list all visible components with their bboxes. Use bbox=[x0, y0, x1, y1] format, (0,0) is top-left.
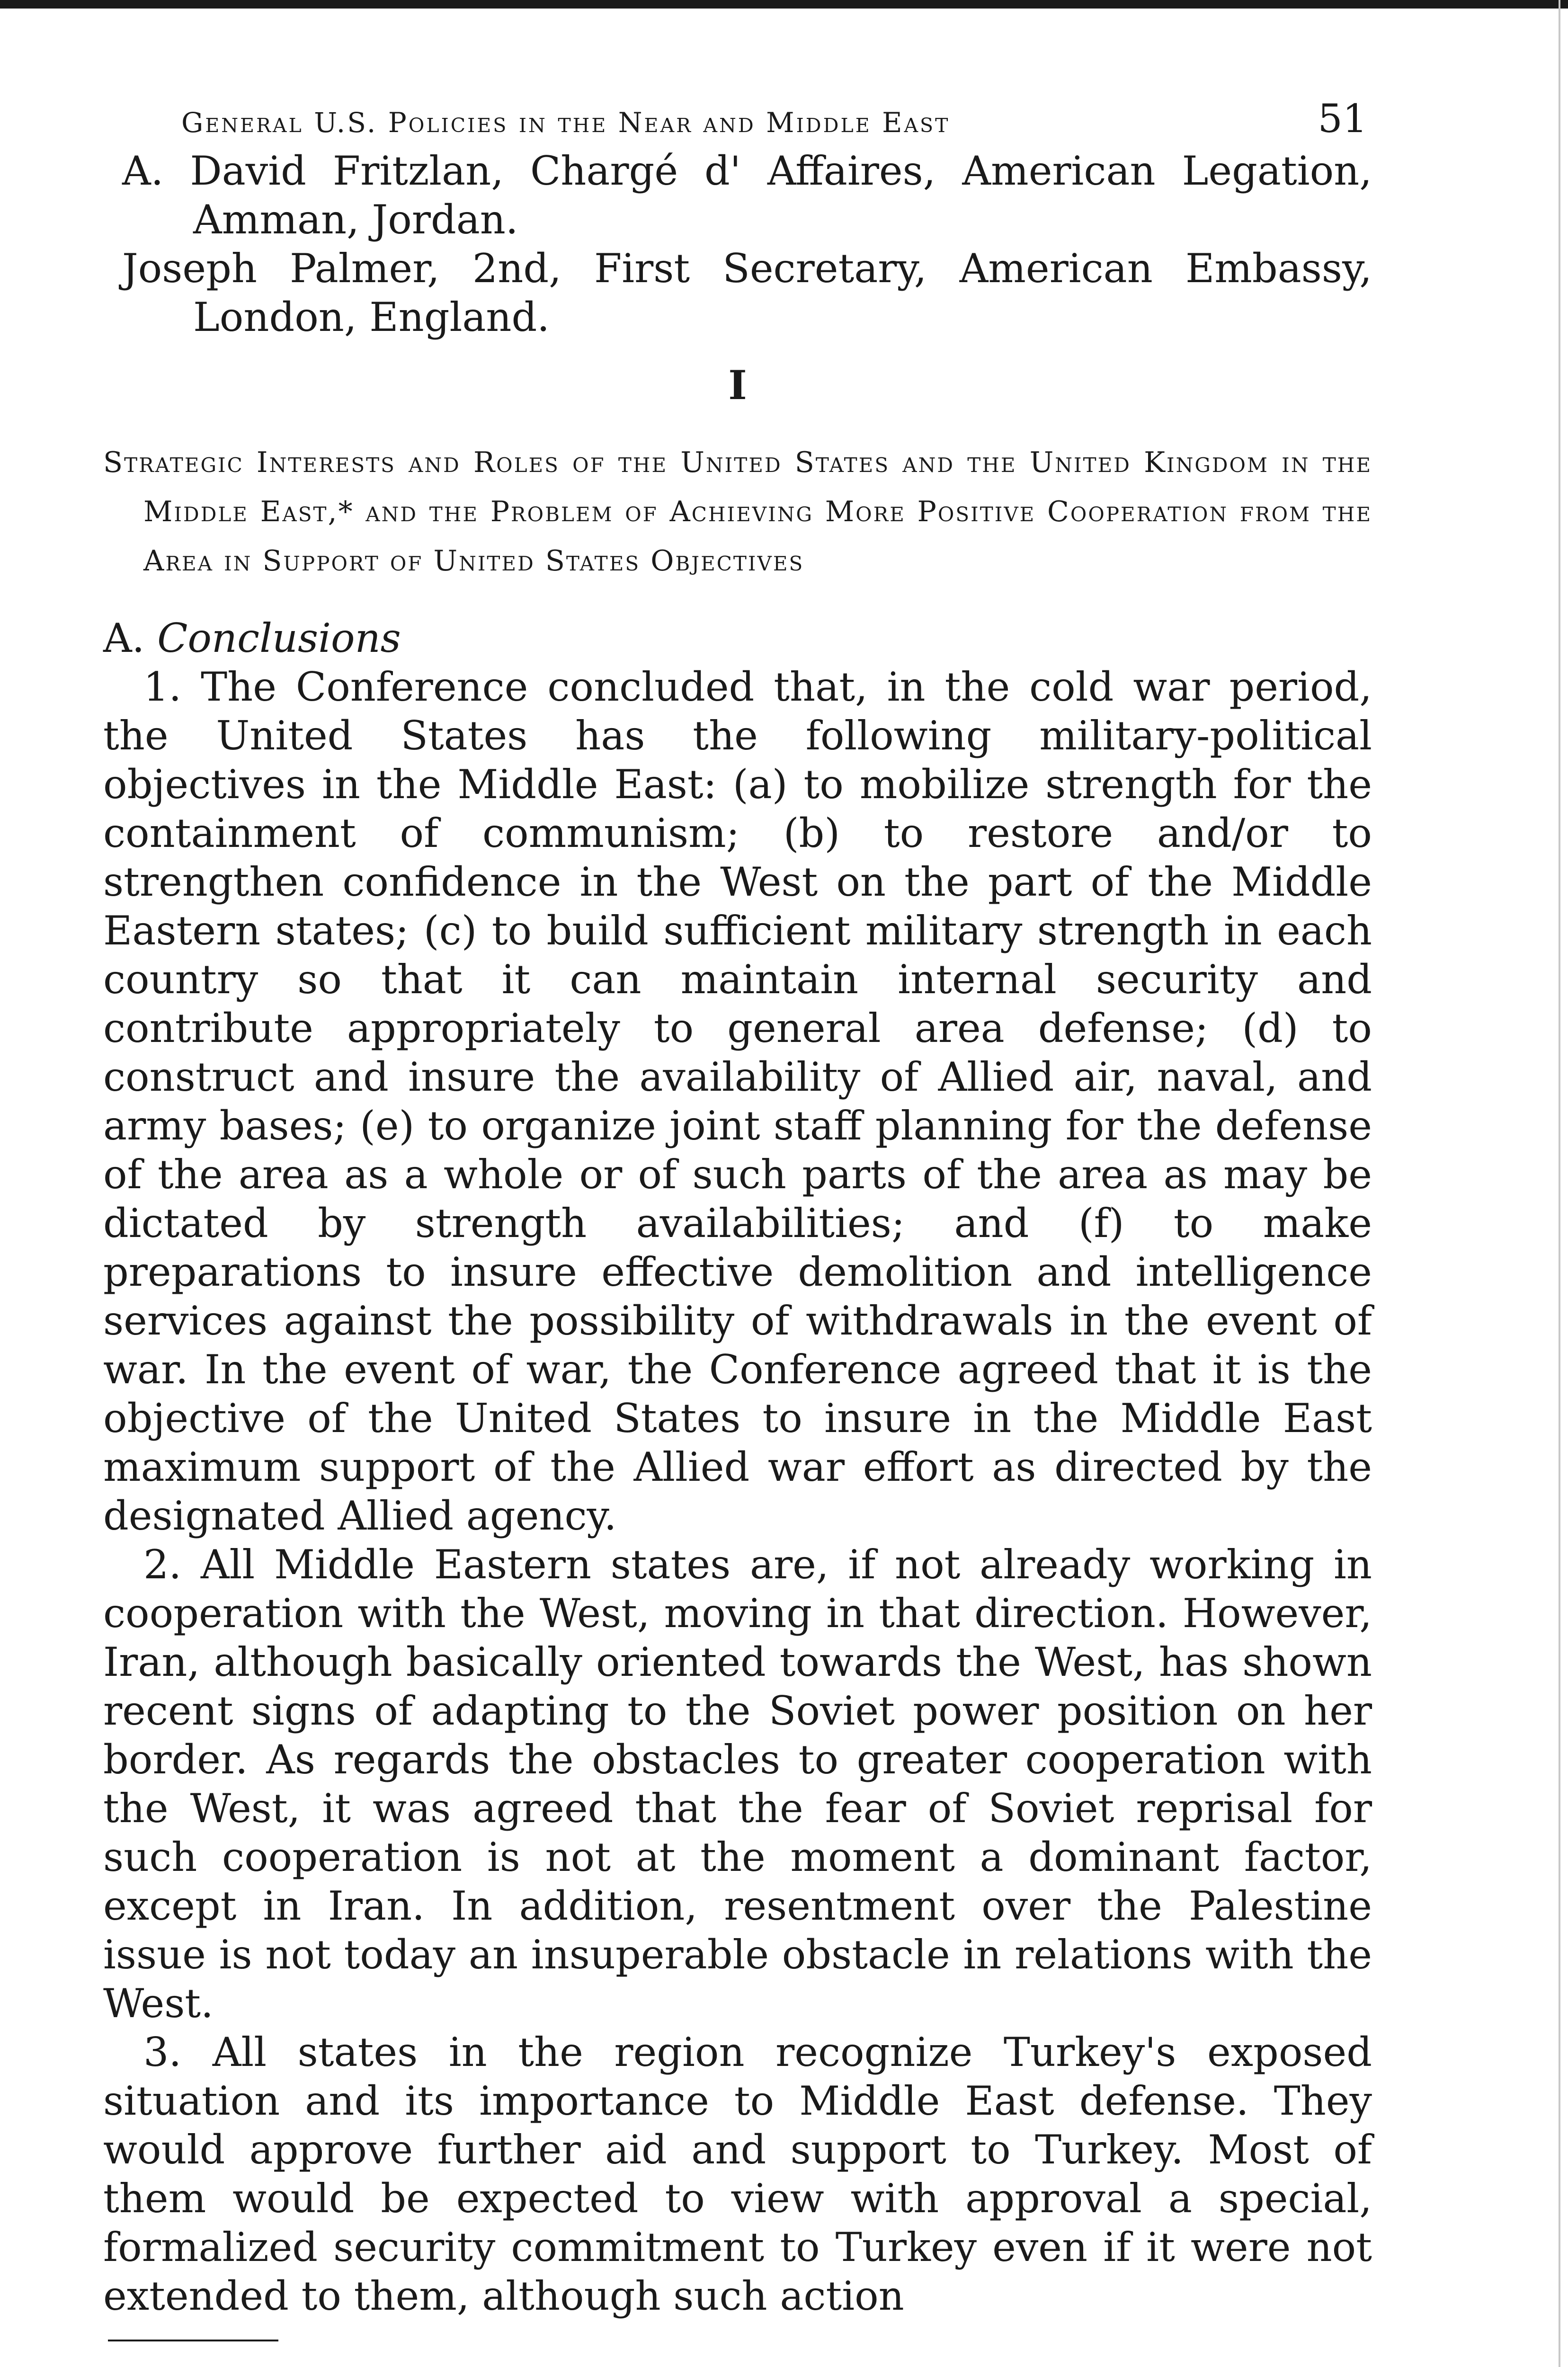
running-head bbox=[103, 95, 1372, 147]
subsection-heading bbox=[103, 614, 1372, 663]
paragraph-1: 1. The Conference concluded that, in the cold war period, the United States has the following military-political objectives in the Middle East: (a) to mobilize strength for the containment of communism; (b) to restore and/or to strengthen confidence in the West on the part of the Middle Eastern states; (c) to build sufficient military strength in each country so that it can maintain internal security and contribute appropriately to general area defense; (d) to construct and insure the availability of Allied air, naval, and army bases; (e) to organize joint staff planning for the defense of the area as a whole or of such parts of the area as may be dictated by strength availabilities; and (f) to make preparations to insure effective demolition and intelligence services against the possibility of withdrawals in the event of war. In the event of war, the Conference agreed that it is the objective of the United States to insure in the Middle East maximum support of the Allied war effort as directed by the designated Allied agency. bbox=[103, 664, 1372, 1539]
subsection-title: Conclusions bbox=[157, 615, 401, 661]
participant-entry: A. David Fritzlan, Chargé d' Affaires, American Legation, Amman, Jordan. bbox=[122, 148, 1372, 243]
page-number: 51 bbox=[1318, 97, 1367, 142]
footnote-divider bbox=[108, 2340, 278, 2341]
subsection-letter: A. bbox=[103, 615, 145, 661]
section-numeral: I bbox=[728, 362, 747, 409]
top-border bbox=[0, 0, 1568, 9]
page-edge bbox=[1559, 0, 1560, 2367]
section-heading: Strategic Interests and Roles of the United States and the United Kingdom in the Middle East,* and the Problem of Achieving More Positive Cooperation from the Area in Support of United States Objectives bbox=[103, 446, 1372, 578]
page-body bbox=[103, 95, 1372, 2367]
paragraph-2: 2. All Middle Eastern states are, if not already working in cooperation with the West, moving in that direction. However, Iran, although basically oriented towards the West, has shown recent signs of adapting to the Soviet power position on her border. As regards the obstacles to greater cooperation with the West, it was agreed that the fear of Soviet reprisal for such cooperation is not at the moment a dominant factor, except in Iran. In addition, resentment over the Palestine issue is not today an insuperable obstacle in relations with the West. bbox=[103, 1541, 1372, 2027]
running-title: General U.S. Policies in the Near and Middle East bbox=[181, 107, 950, 139]
paragraph-3: 3. All states in the region recognize Turkey's exposed situation and its importance to Middle East defense. They would approve further aid and support to Turkey. Most of them would be expected to view with approval a special, formalized security commitment to Turkey even if it were not extended to them, although such action bbox=[103, 2029, 1372, 2319]
participant-entry: Joseph Palmer, 2nd, First Secretary, American Embassy, London, England. bbox=[122, 245, 1372, 340]
